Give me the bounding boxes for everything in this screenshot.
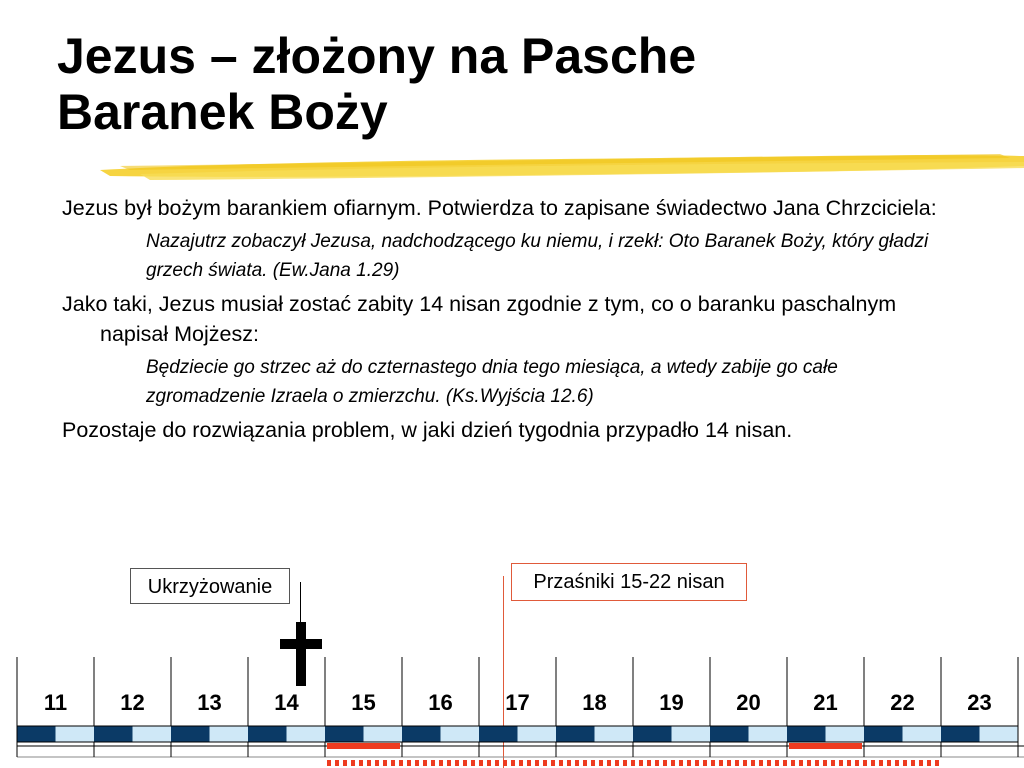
day-band-light <box>210 726 249 742</box>
day-band-light <box>441 726 480 742</box>
day-band-light <box>826 726 865 742</box>
day-band-dark <box>17 726 56 742</box>
day-label: 22 <box>890 690 915 715</box>
day-band-dark <box>941 726 980 742</box>
bullet-item: Jezus był bożym barankiem ofiarnym. Potwierdza to zapisane świadectwo Jana Chrzciciela: <box>62 196 937 220</box>
day-label: 13 <box>197 690 222 715</box>
bullet-item: Jako taki, Jezus musiał zostać zabity 14 nisan zgodnie z tym, co o baranku paschalnym napisał Mojżesz: <box>62 292 897 346</box>
slide-title-line-1: Jezus – złożony na Pasche <box>57 28 697 84</box>
day-band-light <box>133 726 172 742</box>
cross-icon <box>278 622 324 686</box>
bullet-quote: Nazajutrz zobaczył Jezusa, nadchodzącego ku niemu, i rzekł: Oto Baranek Boży, który gładzi grzech świata. (Ew.Jana 1.29) <box>146 231 929 281</box>
bullet-item: Pozostaje do rozwiązania problem, w jaki dzień tygodnia przypadło 14 nisan. <box>62 418 793 442</box>
day-label: 15 <box>351 690 376 715</box>
day-label: 23 <box>967 690 992 715</box>
day-band-dark <box>479 726 518 742</box>
day-band-light <box>980 726 1019 742</box>
day-label: 14 <box>274 690 299 715</box>
timeline-band-outline <box>17 726 1018 742</box>
slide-title <box>57 28 696 140</box>
unleavened-bread-label: Przaśniki 15-22 nisan <box>533 571 725 593</box>
day-band-dark <box>325 726 364 742</box>
day-band-dark <box>171 726 210 742</box>
day-band-light <box>287 726 326 742</box>
crucifixion-label-box <box>130 568 290 604</box>
day-label: 17 <box>505 690 530 715</box>
day-band-dark <box>248 726 287 742</box>
day-band-light <box>903 726 942 742</box>
day-band-dark <box>787 726 826 742</box>
day-band-dark <box>402 726 441 742</box>
bullet-quote: Będziecie go strzec aż do czternastego dnia tego miesiąca, a wtedy zabije go całe zgromadzenie Izraela o zmierzchu. (Ks.Wyjścia 12.6) <box>146 357 838 407</box>
day-band-dark <box>556 726 595 742</box>
day-label: 19 <box>659 690 684 715</box>
day-band-light <box>672 726 711 742</box>
day-label: 12 <box>120 690 145 715</box>
day-band-light <box>364 726 403 742</box>
bullet-list <box>62 193 962 449</box>
crucifixion-label: Ukrzyżowanie <box>147 576 273 598</box>
sabbath-bar <box>789 743 862 749</box>
day-label: 18 <box>582 690 607 715</box>
day-band-dark <box>94 726 133 742</box>
unleavened-bread-label-box <box>511 563 747 601</box>
day-band-dark <box>864 726 903 742</box>
day-label: 16 <box>428 690 453 715</box>
day-band-light <box>749 726 788 742</box>
day-band-light <box>595 726 634 742</box>
day-band-dark <box>710 726 749 742</box>
day-band-dark <box>633 726 672 742</box>
slide-title-line-2: Baranek Boży <box>57 84 388 140</box>
day-band-light <box>518 726 557 742</box>
day-label: 21 <box>813 690 838 715</box>
title-underline-brush <box>100 148 1024 190</box>
day-label: 20 <box>736 690 761 715</box>
sabbath-bar <box>327 743 400 749</box>
day-label: 11 <box>43 690 68 715</box>
day-band-light <box>56 726 95 742</box>
unleavened-start-line <box>503 576 504 768</box>
